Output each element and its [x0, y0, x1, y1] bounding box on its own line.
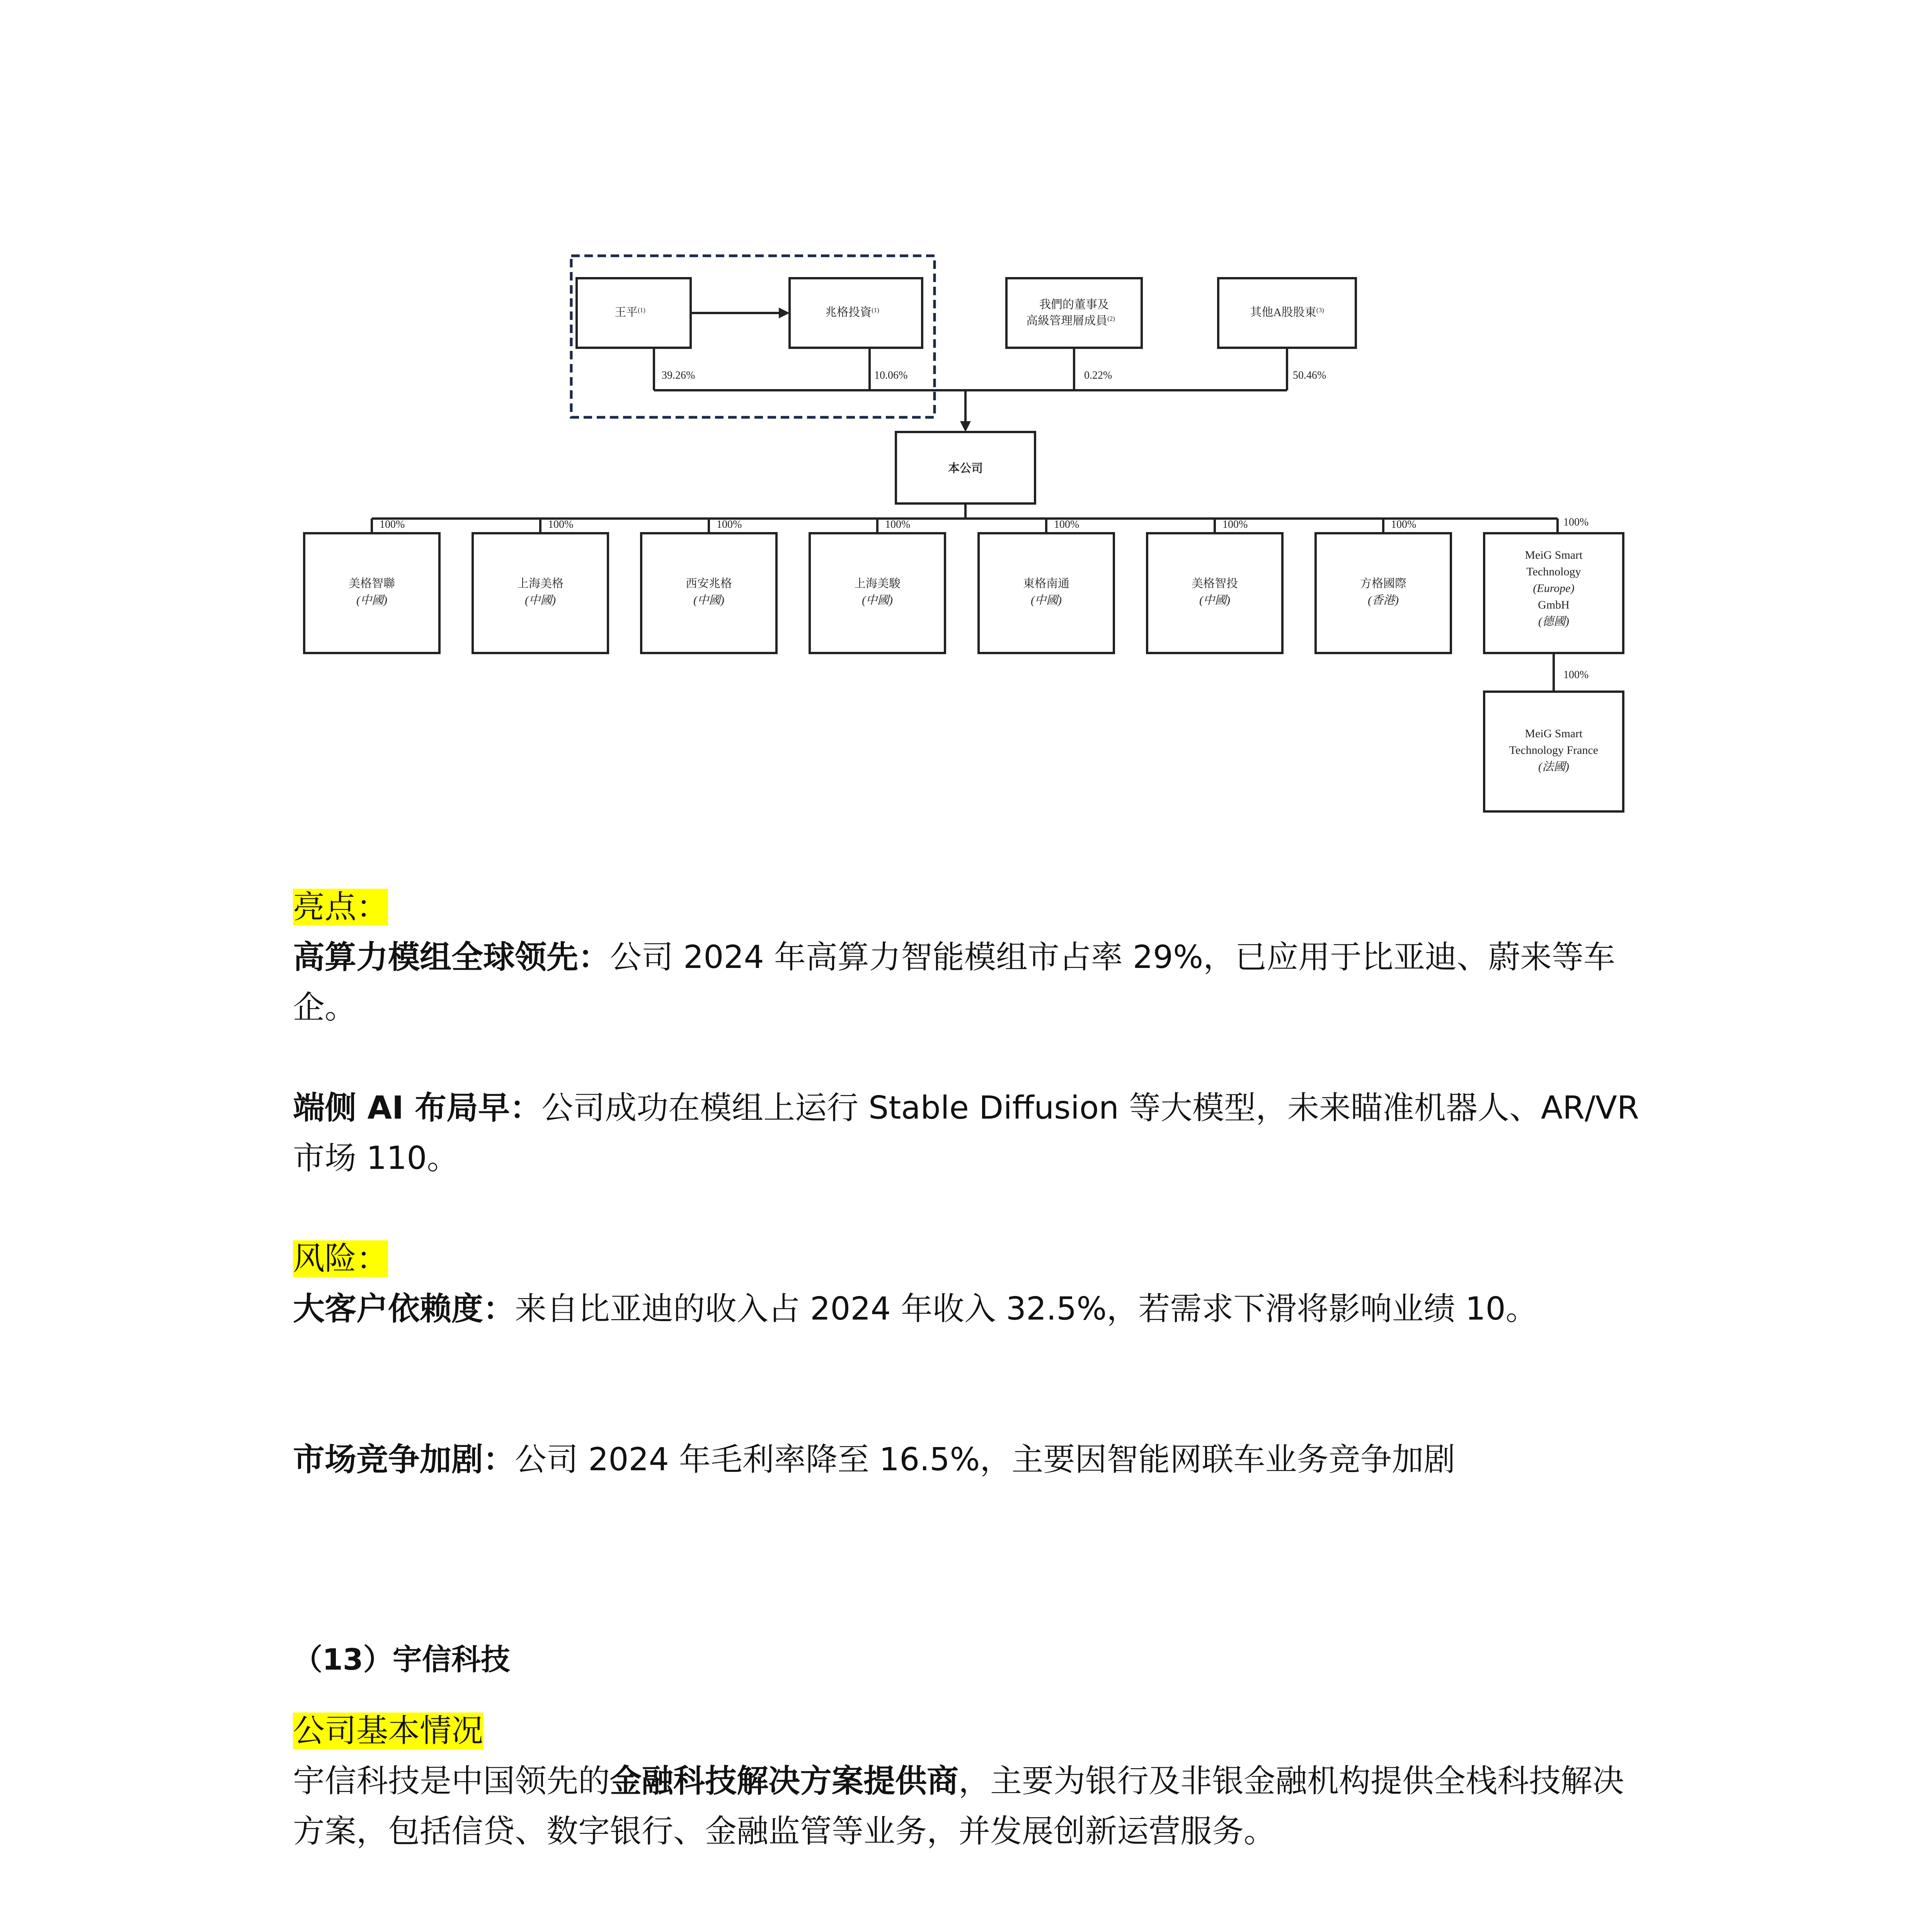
- svg-text:(中國): (中國): [1031, 594, 1062, 607]
- subsidiary-box: [473, 533, 608, 653]
- svg-text:(德國): (德國): [1538, 615, 1569, 628]
- highlights-heading: 亮点：: [293, 889, 388, 925]
- svg-text:Technology France: Technology France: [1509, 744, 1599, 757]
- svg-text:美格智投: 美格智投: [1192, 577, 1238, 590]
- svg-text:MeiG Smart: MeiG Smart: [1525, 727, 1583, 740]
- highlight-item: 高算力模组全球领先：公司 2024 年高算力智能模组市占率 29%，已应用于比亚迪、蔚来等车企。: [293, 939, 1616, 1026]
- svg-text:美格智聯: 美格智聯: [349, 577, 395, 590]
- svg-text:100%: 100%: [1563, 516, 1589, 528]
- subsidiary-box-europe: [1484, 533, 1623, 653]
- svg-text:100%: 100%: [1563, 669, 1589, 681]
- shareholder-other-a-share: [1218, 278, 1356, 348]
- paragraph: 宇信科技是中国领先的金融科技解决方案提供商，主要为银行及非银金融机构提供全栈科技解决方案，包括信贷、数字银行、金融监管等业务，并发展创新运营服务。: [293, 1763, 1624, 1850]
- subsidiary-box: [1316, 533, 1451, 653]
- risks-section: [293, 1234, 1646, 1334]
- shareholder-directors-senior-management: [1006, 278, 1142, 348]
- svg-text:(中國): (中國): [862, 594, 893, 607]
- company-box: [896, 432, 1035, 503]
- svg-text:(中國): (中國): [525, 594, 556, 607]
- risk-item: 大客户依赖度：来自比亚迪的收入占 2024 年收入 32.5%，若需求下滑将影响业绩 10。: [293, 1291, 1537, 1327]
- svg-text:(法國): (法國): [1538, 760, 1569, 773]
- svg-text:我們的董事及: 我們的董事及: [1039, 298, 1109, 311]
- subsidiary-box: [810, 533, 945, 653]
- section-heading: （13）宇信科技: [293, 1642, 510, 1677]
- pct-other-a-share: 50.46%: [1293, 369, 1326, 381]
- svg-text:上海美格: 上海美格: [517, 577, 564, 590]
- svg-text:(香港): (香港): [1368, 594, 1399, 607]
- svg-text:(中國): (中國): [1199, 594, 1230, 607]
- svg-text:王平(1): 王平$^{(1)}$: [615, 306, 645, 319]
- risk-item: 市场竞争加剧：公司 2024 年毛利率降至 16.5%，主要因智能网联车业务竞争加剧: [293, 1441, 1456, 1478]
- company-basics-section: [293, 1706, 1646, 1857]
- svg-text:高級管理層成員(2): 高級管理層成員$^{(2)}$: [1026, 315, 1115, 327]
- highlight-item: 端侧 AI 布局早：公司成功在模组上运行 Stable Diffusion 等大模型，未来瞄准机器人、AR/VR 市场 110。: [293, 1090, 1639, 1177]
- svg-text:(中國): (中國): [693, 594, 724, 607]
- pct-directors: 0.22%: [1084, 369, 1112, 381]
- svg-text:MeiG Smart: MeiG Smart: [1525, 549, 1583, 561]
- shareholder-zhaoge-investment: [790, 278, 922, 348]
- svg-text:兆格投資(1): 兆格投資$^{(1)}$: [825, 306, 879, 319]
- svg-text:100%: 100%: [1391, 519, 1416, 531]
- svg-text:GmbH: GmbH: [1538, 599, 1570, 611]
- svg-text:上海美駿: 上海美駿: [854, 577, 901, 590]
- svg-text:西安兆格: 西安兆格: [686, 577, 732, 590]
- subsidiary-box: [641, 533, 776, 653]
- svg-text:其他A股股東(3): 其他A股股東$^{(3)}$: [1250, 306, 1324, 319]
- svg-text:Technology: Technology: [1526, 565, 1581, 578]
- svg-text:方格國際: 方格國際: [1360, 577, 1406, 590]
- svg-text:100%: 100%: [885, 519, 911, 531]
- subsidiary-box: [979, 533, 1114, 653]
- company-basics-heading: 公司基本情况: [293, 1713, 484, 1749]
- shareholder-wang-ping: [577, 278, 691, 348]
- svg-text:100%: 100%: [717, 519, 742, 531]
- svg-text:東格南通: 東格南通: [1023, 577, 1069, 590]
- svg-text:100%: 100%: [380, 519, 405, 531]
- pct-zhaoge: 10.06%: [874, 369, 908, 381]
- subsidiary-box: [304, 533, 439, 653]
- risks-heading: 风险：: [293, 1240, 388, 1277]
- svg-text:本公司: 本公司: [948, 462, 983, 475]
- svg-text:100%: 100%: [1222, 519, 1248, 531]
- svg-text:(中國): (中國): [356, 594, 387, 607]
- ownership-structure-diagram: [0, 0, 1917, 850]
- subsidiary-box-france: [1484, 692, 1623, 811]
- svg-text:100%: 100%: [548, 519, 574, 531]
- subsidiary-box: [1147, 533, 1282, 653]
- svg-text:(Europe): (Europe): [1533, 582, 1575, 595]
- pct-wang-ping: 39.26%: [662, 369, 695, 381]
- highlights-section: [293, 882, 1646, 1033]
- svg-text:100%: 100%: [1054, 519, 1079, 531]
